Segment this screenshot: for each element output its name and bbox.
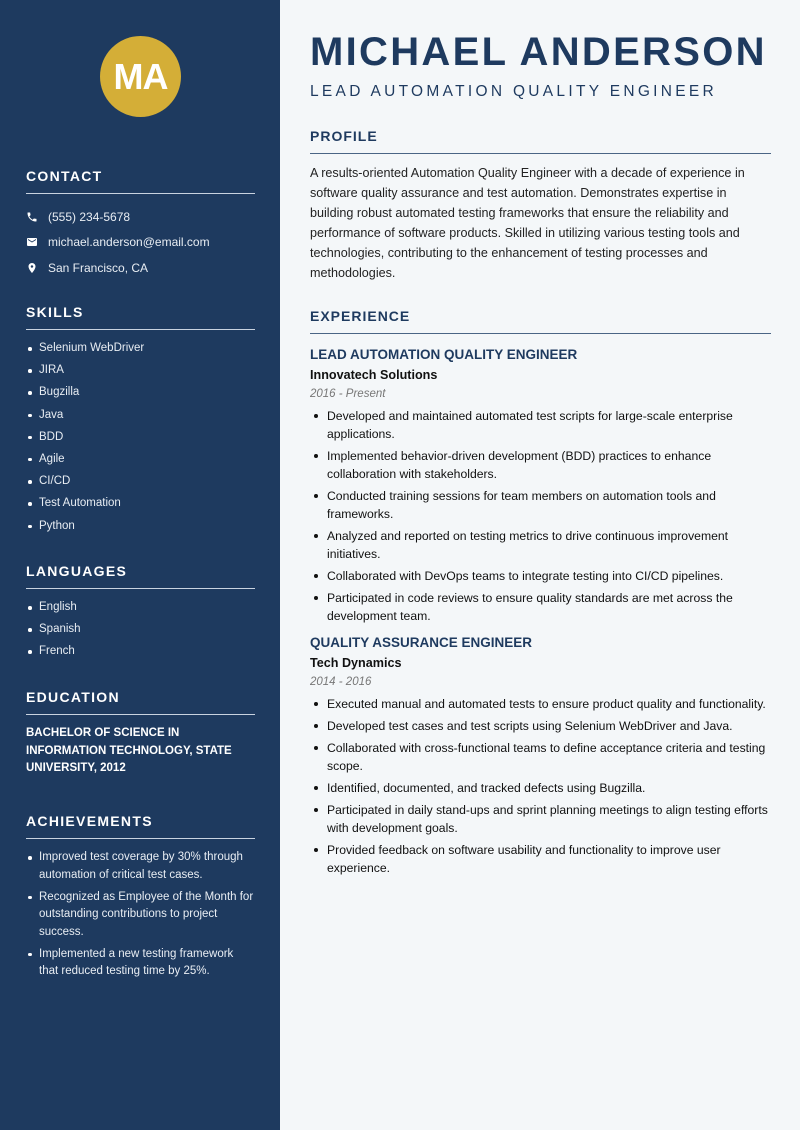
job-bullet: Implemented behavior-driven development (BDD) practices to enhance collaboration with stakeholders. [310, 447, 771, 483]
profile-text: A results-oriented Automation Quality Engineer with a decade of experience in software quality assurance and test automation. Demonstrates expertise in building robust automated testing frameworks that ensure the reliability and performance of software products. Skilled in utilizing various testing tools and technologies, contributing to the enhancement of testing processes and methodologies. [310, 166, 745, 280]
skill-item: Python [26, 518, 255, 536]
job-bullets [310, 407, 771, 625]
job-bullet: Participated in daily stand-ups and sprint planning meetings to align testing efforts with development goals. [310, 801, 771, 837]
contact-email [26, 230, 255, 256]
profile-heading: PROFILE [310, 128, 771, 154]
skill-item: Agile [26, 451, 255, 469]
skill-item: Bugzilla [26, 384, 255, 402]
phone-icon [26, 211, 38, 223]
skill-item: BDD [26, 429, 255, 447]
languages-list [26, 599, 255, 661]
achievement-item: Recognized as Employee of the Month for outstanding contributions to project success. [26, 889, 255, 942]
skills-list [26, 340, 255, 535]
achievements-list [26, 849, 255, 981]
job-bullet: Provided feedback on software usability and functionality to improve user experience. [310, 841, 771, 877]
email-icon [26, 236, 38, 248]
profile-section [310, 128, 771, 283]
job-bullet: Analyzed and reported on testing metrics to drive continuous improvement initiatives. [310, 527, 771, 563]
skill-item: JIRA [26, 362, 255, 380]
education-heading: EDUCATION [26, 689, 255, 715]
job-company: Tech Dynamics [310, 656, 402, 670]
job-bullet: Identified, documented, and tracked defects using Bugzilla. [310, 779, 771, 797]
achievement-item: Implemented a new testing framework that reduced testing time by 25%. [26, 946, 255, 981]
language-item: Spanish [26, 621, 255, 639]
job-title: QUALITY ASSURANCE ENGINEER [310, 635, 533, 650]
skills-heading: SKILLS [26, 304, 255, 330]
phone-text: (555) 234-5678 [48, 209, 131, 224]
location-text: San Francisco, CA [48, 260, 149, 275]
skill-item: CI/CD [26, 473, 255, 491]
skill-item: Java [26, 407, 255, 425]
language-item: English [26, 599, 255, 617]
achievements-section [26, 813, 255, 986]
achievement-item: Improved test coverage by 30% through automation of critical test cases. [26, 849, 255, 884]
sidebar [0, 0, 280, 1130]
candidate-name: MICHAEL ANDERSON [310, 30, 767, 74]
job-company: Innovatech Solutions [310, 368, 438, 382]
job-bullet: Participated in code reviews to ensure quality standards are met across the development team. [310, 589, 771, 625]
job-bullet: Developed and maintained automated test scripts for large-scale enterprise applications. [310, 407, 771, 443]
skills-section [26, 304, 255, 540]
skill-item: Test Automation [26, 495, 255, 513]
education-degree: BACHELOR OF SCIENCE IN INFORMATION TECHNOLOGY, STATE UNIVERSITY, 2012 [26, 727, 232, 774]
job-bullet: Executed manual and automated tests to ensure product quality and functionality. [310, 695, 771, 713]
experience-heading: EXPERIENCE [310, 308, 771, 334]
job-dates: 2014 - 2016 [310, 676, 372, 688]
job-bullet: Collaborated with DevOps teams to integrate testing into CI/CD pipelines. [310, 567, 771, 585]
email-text: michael.anderson@email.com [48, 235, 210, 250]
contact-phone [26, 204, 255, 230]
avatar: MA [100, 36, 181, 117]
jobs-list [310, 347, 771, 877]
contact-heading: CONTACT [26, 168, 255, 194]
languages-heading: LANGUAGES [26, 563, 255, 589]
language-item: French [26, 643, 255, 661]
job-bullet: Collaborated with cross-functional teams to define acceptance criteria and testing scope. [310, 739, 771, 775]
skill-item: Selenium WebDriver [26, 340, 255, 358]
location-pin-icon [26, 262, 38, 274]
contact-location [26, 255, 255, 281]
education-section [26, 689, 255, 778]
job-title: LEAD AUTOMATION QUALITY ENGINEER [310, 347, 578, 362]
job-bullets [310, 695, 771, 877]
contact-section [26, 168, 255, 281]
job-dates: 2016 - Present [310, 388, 386, 400]
job-entry [310, 347, 771, 625]
achievements-heading: ACHIEVEMENTS [26, 813, 255, 839]
job-bullet: Developed test cases and test scripts using Selenium WebDriver and Java. [310, 717, 771, 735]
candidate-title: LEAD AUTOMATION QUALITY ENGINEER [310, 83, 718, 100]
experience-section [310, 308, 771, 881]
job-bullet: Conducted training sessions for team members on automation tools and frameworks. [310, 487, 771, 523]
languages-section [26, 563, 255, 666]
job-entry [310, 635, 771, 877]
